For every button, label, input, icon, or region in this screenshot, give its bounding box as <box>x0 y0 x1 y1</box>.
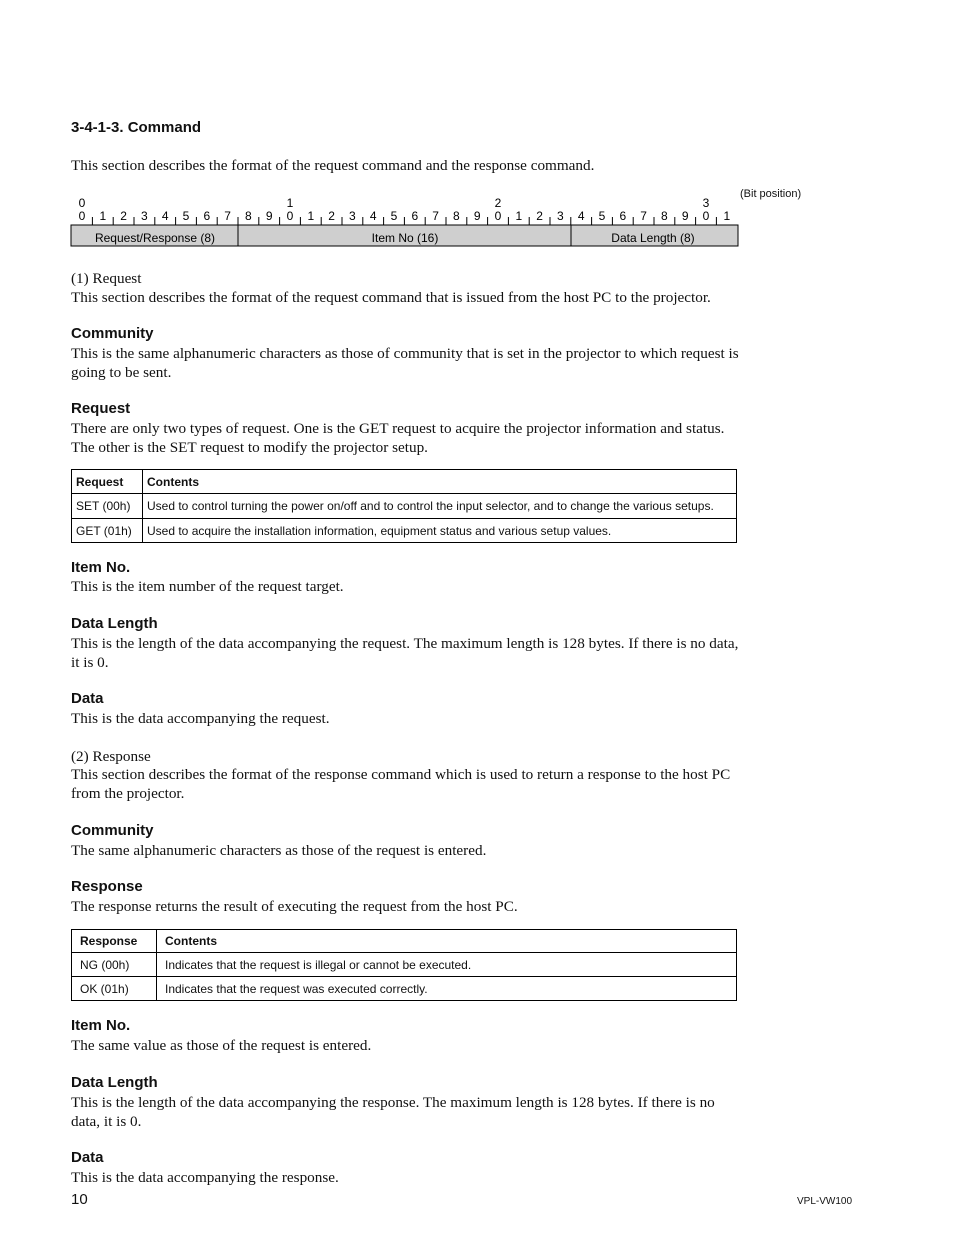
field-request-response: Request/Response (8) <box>94 231 216 245</box>
bit-unit-label: 0 <box>78 209 86 223</box>
intro-text: This section describes the format of the request command and the response command. <box>71 157 595 174</box>
table-cell: SET (00h) <box>72 494 143 519</box>
table-row <box>72 494 737 519</box>
model-name: VPL-VW100 <box>797 1196 853 1207</box>
bit-unit-label: 2 <box>328 209 335 223</box>
table-header: Request <box>72 470 143 494</box>
bit-unit-label: 0 <box>494 209 502 223</box>
request-itemno-title: Item No. <box>71 559 131 576</box>
table-cell: Used to acquire the installation information, equipment status and various setup values. <box>143 519 737 543</box>
response-intro: This section describes the format of the response command which is used to return a response to the host PC from the projector. <box>71 766 731 802</box>
bit-diagram <box>60 192 760 252</box>
bit-unit-label: 3 <box>141 209 148 223</box>
table-cell: OK (01h) <box>72 977 157 1001</box>
bit-unit-label: 8 <box>661 209 668 223</box>
bit-unit-label: 9 <box>681 209 689 223</box>
request-community-title: Community <box>71 325 154 342</box>
bit-tens-label: 2 <box>494 196 502 210</box>
bit-tens-label: 1 <box>286 196 294 210</box>
request-itemno-text: This is the item number of the request target. <box>71 578 344 595</box>
response-response-text: The response returns the result of executing the request from the host PC. <box>71 898 518 915</box>
bit-unit-label: 2 <box>120 209 127 223</box>
table-header-row <box>72 470 737 494</box>
section-title: 3-4-1-3. Command <box>71 119 202 136</box>
table-header: Response <box>72 930 157 953</box>
table-cell: Used to control turning the power on/off and to control the input selector, and to change the various setups. <box>143 494 737 519</box>
bit-tens-row <box>79 196 710 210</box>
bit-unit-label: 4 <box>577 209 585 223</box>
bit-unit-label: 1 <box>307 209 315 223</box>
bit-unit-label: 8 <box>453 209 460 223</box>
request-table <box>71 469 737 543</box>
bit-unit-label: 1 <box>515 209 523 223</box>
bit-tens-label: 0 <box>78 196 86 210</box>
table-header: Contents <box>157 930 737 953</box>
field-data-length: Data Length (8) <box>611 231 695 245</box>
bit-unit-label: 2 <box>536 209 543 223</box>
table-row <box>72 953 737 977</box>
response-itemno-title: Item No. <box>71 1017 131 1034</box>
response-datalength-text: This is the length of the data accompanying the response. The maximum length is 128 bytes. If there is no data, it is 0. <box>71 1094 715 1130</box>
request-request-title: Request <box>71 400 131 417</box>
bit-unit-label: 6 <box>619 209 627 223</box>
bit-unit-label: 7 <box>224 209 231 223</box>
request-heading: (1) Request <box>71 270 142 287</box>
field-item-no: Item No (16) <box>371 231 439 245</box>
bit-unit-label: 6 <box>411 209 419 223</box>
bit-unit-label: 4 <box>369 209 377 223</box>
page-number: 10 <box>71 1191 88 1208</box>
response-data-text: This is the data accompanying the response. <box>71 1169 339 1186</box>
bit-unit-label: 7 <box>640 209 647 223</box>
response-community-text: The same alphanumeric characters as those of the request is entered. <box>71 842 487 859</box>
bit-unit-label: 0 <box>286 209 294 223</box>
response-community-title: Community <box>71 822 154 839</box>
table-cell: Indicates that the request was executed correctly. <box>157 977 737 1001</box>
bit-unit-label: 5 <box>598 209 606 223</box>
request-datalength-text: This is the length of the data accompanying the request. The maximum length is 128 bytes. If there is no data, it is 0. <box>71 635 739 671</box>
table-row <box>72 977 737 1001</box>
bit-unit-label: 8 <box>245 209 252 223</box>
bit-unit-label: 1 <box>99 209 107 223</box>
table-header-row <box>72 930 737 953</box>
table-cell: GET (01h) <box>72 519 143 543</box>
bit-unit-label: 4 <box>161 209 169 223</box>
request-intro: This section describes the format of the request command that is issued from the host PC to the projector. <box>71 289 711 306</box>
request-datalength-title: Data Length <box>71 615 158 632</box>
bit-unit-label: 6 <box>203 209 211 223</box>
table-cell: NG (00h) <box>72 953 157 977</box>
bit-tens-label: 3 <box>702 196 710 210</box>
bit-unit-label: 7 <box>432 209 439 223</box>
response-response-title: Response <box>71 878 143 895</box>
response-table <box>71 929 737 1001</box>
response-data-title: Data <box>71 1149 104 1166</box>
response-heading: (2) Response <box>71 748 151 765</box>
bit-unit-label: 3 <box>557 209 564 223</box>
request-request-text: There are only two types of request. One is the GET request to acquire the projector information and status. The other is the SET request to modify the projector setup. <box>71 420 725 456</box>
bit-unit-label: 1 <box>723 209 731 223</box>
response-datalength-title: Data Length <box>71 1074 158 1091</box>
request-community-text: This is the same alphanumeric characters as those of community that is set in the projector to which request is going to be sent. <box>71 345 739 381</box>
response-itemno-text: The same value as those of the request is entered. <box>71 1037 372 1054</box>
table-cell: Indicates that the request is illegal or cannot be executed. <box>157 953 737 977</box>
bit-unit-label: 9 <box>473 209 481 223</box>
bit-unit-label: 3 <box>349 209 356 223</box>
table-header: Contents <box>143 470 737 494</box>
bit-unit-label: 5 <box>390 209 398 223</box>
table-row <box>72 519 737 543</box>
bit-unit-label: 9 <box>265 209 273 223</box>
request-data-title: Data <box>71 690 104 707</box>
bit-unit-label: 0 <box>702 209 710 223</box>
bit-unit-label: 5 <box>182 209 190 223</box>
request-data-text: This is the data accompanying the request. <box>71 710 330 727</box>
bit-position-label: (Bit position) <box>740 188 802 200</box>
